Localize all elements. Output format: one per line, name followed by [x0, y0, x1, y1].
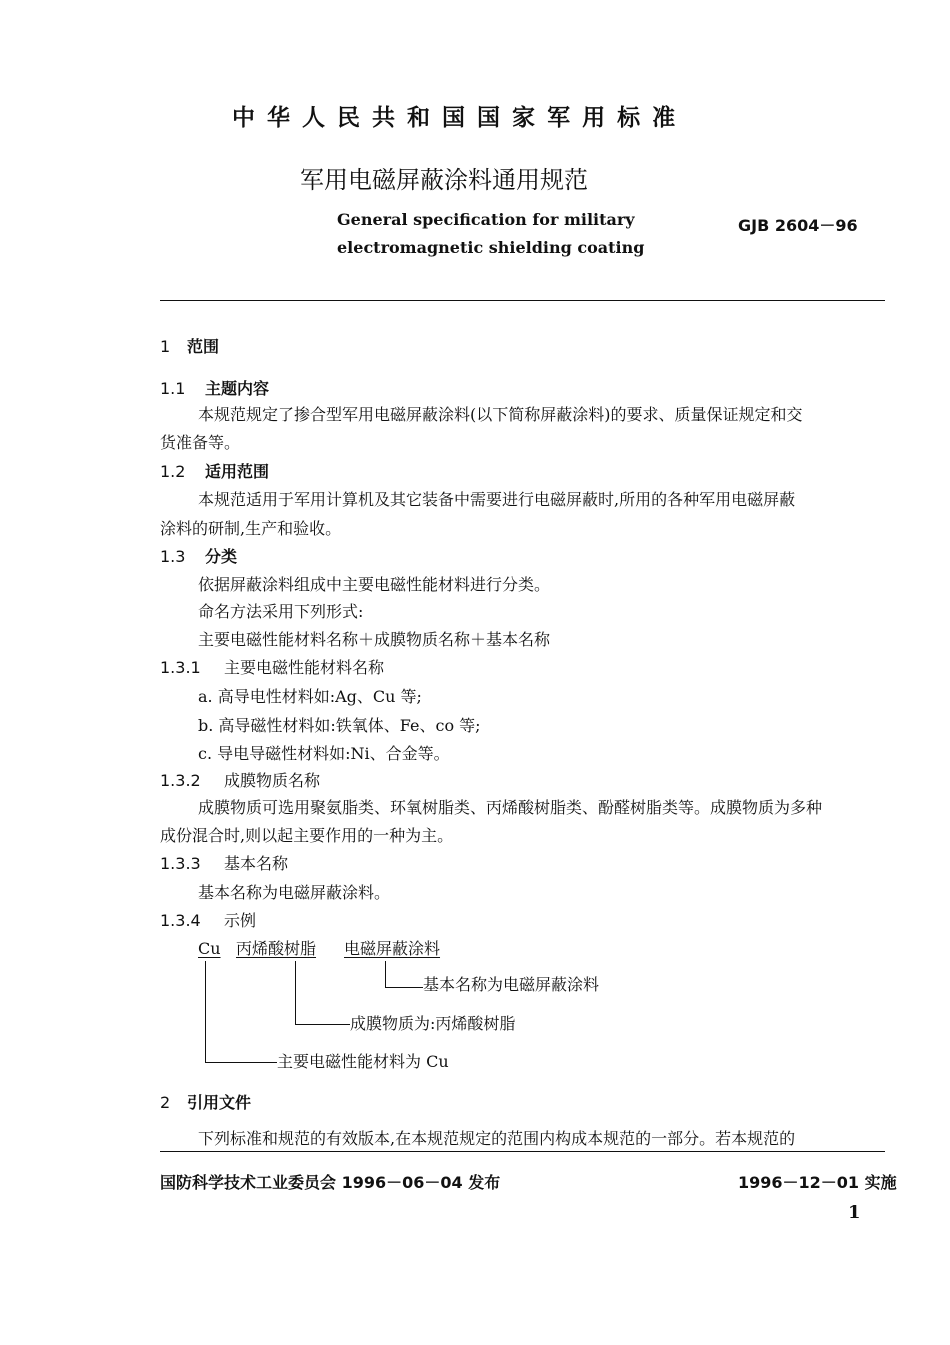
example-desc-base: 基本名称为电磁屏蔽涂料	[423, 975, 600, 994]
title-en-2: electromagnetic shielding coating	[337, 238, 645, 257]
paragraph: 主要电磁性能材料名称＋成膜物质名称＋基本名称	[198, 630, 551, 649]
paragraph: 本规范规定了掺合型军用电磁屏蔽涂料(以下简称屏蔽涂料)的要求、质量保证规定和交	[198, 405, 803, 424]
effective-date: 1996－12－01 实施	[738, 1173, 897, 1192]
paragraph: 成膜物质可选用聚氨脂类、环氧树脂类、丙烯酸树脂类、酚醛树脂类等。成膜物质为多种	[198, 798, 823, 817]
section-1-3-1-title: 主要电磁性能材料名称	[224, 658, 385, 677]
example-material: Cu	[198, 939, 221, 958]
section-1-3-3-num: 1.3.3	[160, 854, 201, 873]
example-film: 丙烯酸树脂	[236, 939, 317, 958]
section-1-3-4-num: 1.3.4	[160, 911, 201, 930]
section-2-title: 引用文件	[187, 1093, 252, 1112]
section-1-3-num: 1.3	[160, 547, 186, 566]
title-en-1: General specification for military	[337, 210, 635, 229]
paragraph: 命名方法采用下列形式:	[198, 602, 364, 621]
example-desc-film: 成膜物质为:丙烯酸树脂	[350, 1014, 516, 1033]
standard-code: GJB 2604－96	[738, 216, 858, 235]
section-1-title: 范围	[187, 337, 220, 356]
national-standard-heading: 中 华 人 民 共 和 国 国 家 军 用 标 准	[232, 105, 678, 131]
header-rule	[160, 300, 885, 301]
example-base-name: 电磁屏蔽涂料	[344, 939, 441, 958]
footer-rule	[160, 1151, 885, 1152]
connector-line	[295, 1024, 350, 1025]
section-1-3-2-num: 1.3.2	[160, 771, 201, 790]
list-item: a. 高导电性材料如:Ag、Cu 等;	[198, 687, 422, 706]
section-1-3-2-title: 成膜物质名称	[224, 771, 321, 790]
issuer-date: 国防科学技术工业委员会 1996－06－04 发布	[160, 1173, 501, 1192]
section-1-num: 1	[160, 337, 171, 356]
title-cn: 军用电磁屏蔽涂料通用规范	[300, 166, 588, 194]
section-1-3-title: 分类	[205, 547, 238, 566]
page-number: 1	[848, 1202, 861, 1223]
connector-line	[295, 961, 296, 1025]
connector-line	[385, 987, 423, 988]
paragraph: 本规范适用于军用计算机及其它装备中需要进行电磁屏蔽时,所用的各种军用电磁屏蔽	[198, 490, 796, 509]
paragraph: 下列标准和规范的有效版本,在本规范规定的范围内构成本规范的一部分。若本规范的	[198, 1129, 796, 1148]
section-1-3-1-num: 1.3.1	[160, 658, 201, 677]
example-desc-material: 主要电磁性能材料为 Cu	[277, 1052, 449, 1071]
paragraph: 成份混合时,则以起主要作用的一种为主。	[160, 826, 454, 845]
list-item: c. 导电导磁性材料如:Ni、合金等。	[198, 744, 450, 763]
connector-line	[205, 961, 206, 1063]
section-2-num: 2	[160, 1093, 171, 1112]
list-item: b. 高导磁性材料如:铁氧体、Fe、co 等;	[198, 716, 481, 735]
section-1-1-title: 主题内容	[205, 379, 270, 398]
paragraph: 依据屏蔽涂料组成中主要电磁性能材料进行分类。	[198, 575, 551, 594]
connector-line	[205, 1062, 277, 1063]
paragraph: 基本名称为电磁屏蔽涂料。	[198, 883, 391, 902]
section-1-1-num: 1.1	[160, 379, 186, 398]
section-1-3-3-title: 基本名称	[224, 854, 289, 873]
paragraph: 货准备等。	[160, 433, 241, 452]
paragraph: 涂料的研制,生产和验收。	[160, 519, 342, 538]
section-1-3-4-title: 示例	[224, 911, 257, 930]
connector-line	[385, 961, 386, 988]
section-1-2-title: 适用范围	[205, 462, 270, 481]
section-1-2-num: 1.2	[160, 462, 186, 481]
